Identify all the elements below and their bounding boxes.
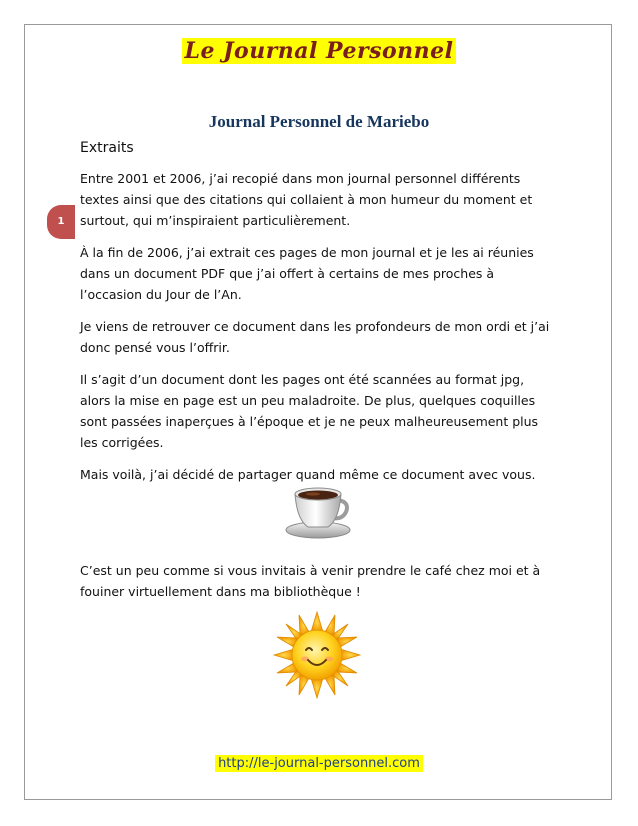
header-title-text: Le Journal Personnel <box>184 38 454 64</box>
document-title: Journal Personnel de Mariebo <box>208 112 430 131</box>
page-number: 1 <box>57 216 65 227</box>
website-link[interactable]: http://le-journal-personnel.com <box>215 755 423 772</box>
smiling-sun-icon <box>272 610 362 700</box>
section-label: Extraits <box>80 140 134 156</box>
body-text <box>80 168 550 496</box>
closing-text <box>80 560 550 602</box>
paragraph: Il s’agit d’un document dont les pages ont été scannées au format jpg, alors la mise en page est un peu maladroite. De plus, quelques coquilles sont passées inaperçues à l’époque et je ne peux malheureusement plus les corrigées. <box>80 372 539 450</box>
paragraph: Je viens de retrouver ce document dans les profondeurs de mon ordi et j’ai donc pensé vous l’offrir. <box>80 319 550 355</box>
footer <box>0 756 638 771</box>
page-number-tab <box>47 205 75 239</box>
header-title <box>0 38 638 64</box>
paragraph: Mais voilà, j’ai décidé de partager quand même ce document avec vous. <box>80 467 536 482</box>
closing-paragraph: C’est un peu comme si vous invitais à venir prendre le café chez moi et à fouiner virtuellement dans ma bibliothèque ! <box>80 563 541 599</box>
coffee-cup-icon <box>282 480 354 540</box>
paragraph: À la fin de 2006, j’ai extrait ces pages de mon journal et je les ai réunies dans un document PDF que j’ai offert à certains de mes proches à l’occasion du Jour de l’An. <box>80 245 534 302</box>
paragraph: Entre 2001 et 2006, j’ai recopié dans mon journal personnel différents textes ainsi que des citations qui collaient à mon humeur du moment et surtout, qui m’inspiraient particulièrement. <box>80 171 533 228</box>
